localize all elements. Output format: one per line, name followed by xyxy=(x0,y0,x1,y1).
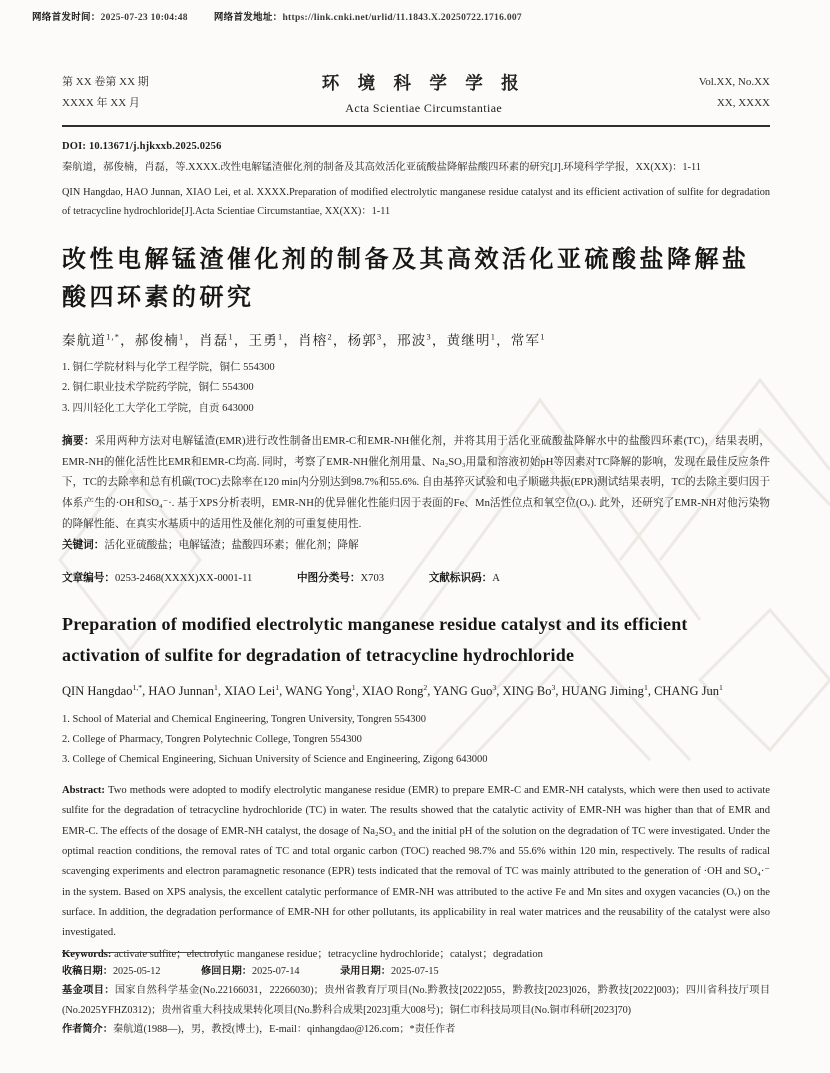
article-title-cn: 改性电解锰渣催化剂的制备及其高效活化亚硫酸盐降解盐酸四环素的研究 xyxy=(62,246,750,312)
author-name: 郝俊楠$^1$ xyxy=(134,332,185,348)
affiliation-cn-2: 2. 铜仁职业技术学院药学院，铜仁 554300 xyxy=(62,382,254,394)
affiliation-en-3: 3. College of Chemical Engineering, Sichuan University of Science and Engineering, Zigong 643000 xyxy=(62,754,488,766)
journal-masthead xyxy=(62,70,770,116)
publish-url-value: https://link.cnki.net/urlid/11.1843.X.20250722.1716.007 xyxy=(282,13,522,23)
issue-volume-cn: 第 XX 卷第 XX 期 xyxy=(62,76,149,89)
abstract-en xyxy=(62,781,770,944)
affiliations-en xyxy=(62,710,770,770)
keywords-en-label: Keywords: xyxy=(62,948,115,960)
clc-number: 中图分类号：X703 xyxy=(296,573,385,585)
author-list-cn: 秦航道$^{1,*}$，郝俊楠$^1$，肖磊$^1$，王勇$^1$，肖榕$^2$，杨郭$^3$，邢波$^3$，黄继明$^1$，常军$^1$ xyxy=(62,332,546,348)
online-first-bar xyxy=(32,9,810,23)
page-content xyxy=(0,70,830,965)
issue-date-cn: XXXX 年 XX 月 xyxy=(62,97,140,109)
abstract-en-label: Abstract: xyxy=(62,784,109,796)
publish-url-label: 网络首发地址： xyxy=(213,13,283,23)
author-name: 肖磊$^1$ xyxy=(199,332,234,348)
author-name: HUANG Jiming$^1$ xyxy=(561,682,648,699)
affiliation-en-1: 1. School of Material and Chemical Engineering, Tongren University, Tongren 554300 xyxy=(62,714,427,726)
affiliation-cn-3: 3. 四川轻化工大学化工学院，自贡 643000 xyxy=(62,402,254,414)
masthead-rule xyxy=(62,125,770,127)
affiliation-cn-1: 1. 铜仁学院材料与化学工程学院，铜仁 554300 xyxy=(62,361,275,373)
author-name: XING Bo$^3$ xyxy=(502,682,556,699)
article-number: 文章编号：0253-2468(XXXX)XX-0001-11 xyxy=(62,573,253,585)
abstract-cn-text: 采用两种方法对电解锰渣(EMR)进行改性制备出EMR-C和EMR-NH催化剂，并将其用于活化亚硫酸盐降解水中的盐酸四环素(TC)，结果表明，EMR-NH的催化活性比EMR和EMR-C均高. 同时，考察了EMR-NH催化剂用量、Na₂SO₃用量和溶液初始pH等因素对TC降解的影响，发现在最佳反应条件下，TC的去除率和总有机碳(TOC)去除率在120 min内分别达到98.7%和55.6%. 自由基猝灭试验和电子顺磁共振(EPR)测试结果表明，TC的去除主要归因于体系产生的·OH和SO₄⁻·. 基于XPS分析表明，EMR-NH的优异催化性能归因于表面的Fe、Mn活性位点和氧空位(Oᵥ). 此外，还研究了EMR-NH对他污染物的降解性能、在真实水基质中的适用性及催化剂的可重复使用性. xyxy=(62,436,771,530)
revised-date: 修回日期：2025-07-14 xyxy=(201,966,300,977)
citation-en: QIN Hangdao, HAO Junnan, XIAO Lei, et al. XXXX.Preparation of modified electrolytic manganese residue catalyst and its efficient activation of sulfite for degradation of tetracycline hydrochloride[J].Acta Scientiae Circumstantiae, XX(XX)：1-11 xyxy=(62,187,770,217)
publish-time-label: 网络首发时间： xyxy=(32,13,101,23)
abstract-cn xyxy=(62,432,770,535)
manuscript-dates xyxy=(62,962,770,981)
accepted-date: 录用日期：2025-07-15 xyxy=(340,966,439,977)
abstract-en-text: Two methods were adopted to modify electrolytic manganese residue (EMR) to prepare EMR-C and EMR-NH catalysts, which were then used to activate sulfite for the degradation of tetracycline hydrochloride (TC) in water. The results showed that the catalytic activity of EMR-NH was higher than that of EMR and EMR-C. The effects of the dosage of EMR-NH catalyst, the dosage of Na₂SO₃ and the initial pH of the solution on the degradation of TC were investigated. Under the optimal reaction conditions, the removal rates of TC and total organic carbon (TOC) reached 98.7% and 55.6% within 120 min, respectively. The results of radical scavenging experiments and electron paramagnetic resonance (EPR) tests indicated that the removal of TC was mainly attributed to the generation of ·OH and SO₄·⁻ in the system. Based on XPS analysis, the excellent catalytic performance of EMR-NH was attributed to the active Fe and Mn sites and oxygen vacancies (Oᵥ) on the surface. In addition, the degradation performance of EMR-NH for other pollutants, its applicability in real water matrices and the reusability of the catalyst were also investigated. xyxy=(62,784,770,939)
document-code: 文献标识码：A xyxy=(428,573,500,585)
author-name: WANG Yong$^1$ xyxy=(285,682,356,699)
footnote-rule xyxy=(62,952,224,953)
author-name: QIN Hangdao$^{1,*}$ xyxy=(62,682,143,699)
author-name: 黄继明$^1$ xyxy=(446,332,497,348)
author-list-en: QIN Hangdao$^{1,*}$, HAO Junnan$^1$, XIAO Lei$^1$, WANG Yong$^1$, XIAO Rong$^2$, YANG Guo$^3$, XING Bo$^3$, HUANG Jiming$^1$, CHANG Jun$^1$ xyxy=(62,682,723,699)
author-name: YANG Guo$^3$ xyxy=(433,682,497,699)
footnote-block xyxy=(62,952,770,1040)
journal-title-cn: 环 境 科 学 学 报 xyxy=(321,73,526,93)
keywords-en-text: activate sulfite；electrolytic manganese residue；tetracycline hydrochloride；catalyst；degradation xyxy=(114,948,543,960)
author-name: 常军$^1$ xyxy=(510,332,546,348)
journal-title-en: Acta Scientiae Circumstantiae xyxy=(345,101,503,115)
author-name: HAO Junnan$^1$ xyxy=(148,682,218,699)
author-name: 王勇$^1$ xyxy=(248,332,284,348)
keywords-cn xyxy=(62,536,770,557)
author-name: 秦航道$^{1,*}$ xyxy=(62,332,121,348)
journal-title-block xyxy=(322,70,526,116)
abstract-cn-label: 摘要： xyxy=(62,436,95,448)
author-bio: 作者简介：秦航道(1988—)，男，教授(博士)，E-mail：qinhangdao@126.com；*责任作者 xyxy=(62,1024,456,1036)
issue-info-en xyxy=(699,72,770,114)
issue-info-cn xyxy=(62,72,149,114)
keywords-cn-label: 关键词： xyxy=(62,540,105,552)
article-meta-row xyxy=(62,570,770,585)
article-title-en: Preparation of modified electrolytic manganese residue catalyst and its efficient activation of sulfite for degradation of tetracycline hydrochloride xyxy=(62,614,688,666)
doi-line: DOI: 10.13671/j.hjkxxb.2025.0256 xyxy=(62,141,222,152)
author-name: 肖榕$^2$ xyxy=(298,332,333,348)
funding-info: 基金项目：国家自然科学基金(No.22166031，22266030)；贵州省教育厅项目(No.黔教技[2022]055，黔教技[2023]026，黔教技[2022]003)；四川省科技厅项目(No.2025YFHZ0312)；贵州省重大科技成果转化项目(No.黔科合成果[2023]重大008号)；铜仁市科技局项目(No.铜市科研[2023]70) xyxy=(62,985,771,1016)
author-name: XIAO Lei$^1$ xyxy=(224,682,280,699)
citation-cn: 秦航道，郝俊楠，肖磊，等.XXXX.改性电解锰渣催化剂的制备及其高效活化亚硫酸盐降解盐酸四环素的研究[J].环境科学学报，XX(XX)：1-11 xyxy=(62,162,701,173)
affiliations-cn xyxy=(62,358,770,419)
issue-volume-en: Vol.XX, No.XX xyxy=(698,76,770,89)
issue-date-en: XX, XXXX xyxy=(716,97,770,109)
author-name: XIAO Rong$^2$ xyxy=(361,682,428,699)
author-name: CHANG Jun$^1$ xyxy=(654,682,723,699)
publish-time-value: 2025-07-23 10:04:48 xyxy=(100,13,188,23)
author-name: 杨郭$^3$ xyxy=(347,332,383,348)
keywords-cn-text: 活化亚硫酸盐；电解锰渣；盐酸四环素；催化剂；降解 xyxy=(104,540,359,552)
received-date: 收稿日期：2025-05-12 xyxy=(62,966,161,977)
author-name: 邢波$^3$ xyxy=(397,332,432,348)
affiliation-en-2: 2. College of Pharmacy, Tongren Polytechnic College, Tongren 554300 xyxy=(62,734,362,746)
